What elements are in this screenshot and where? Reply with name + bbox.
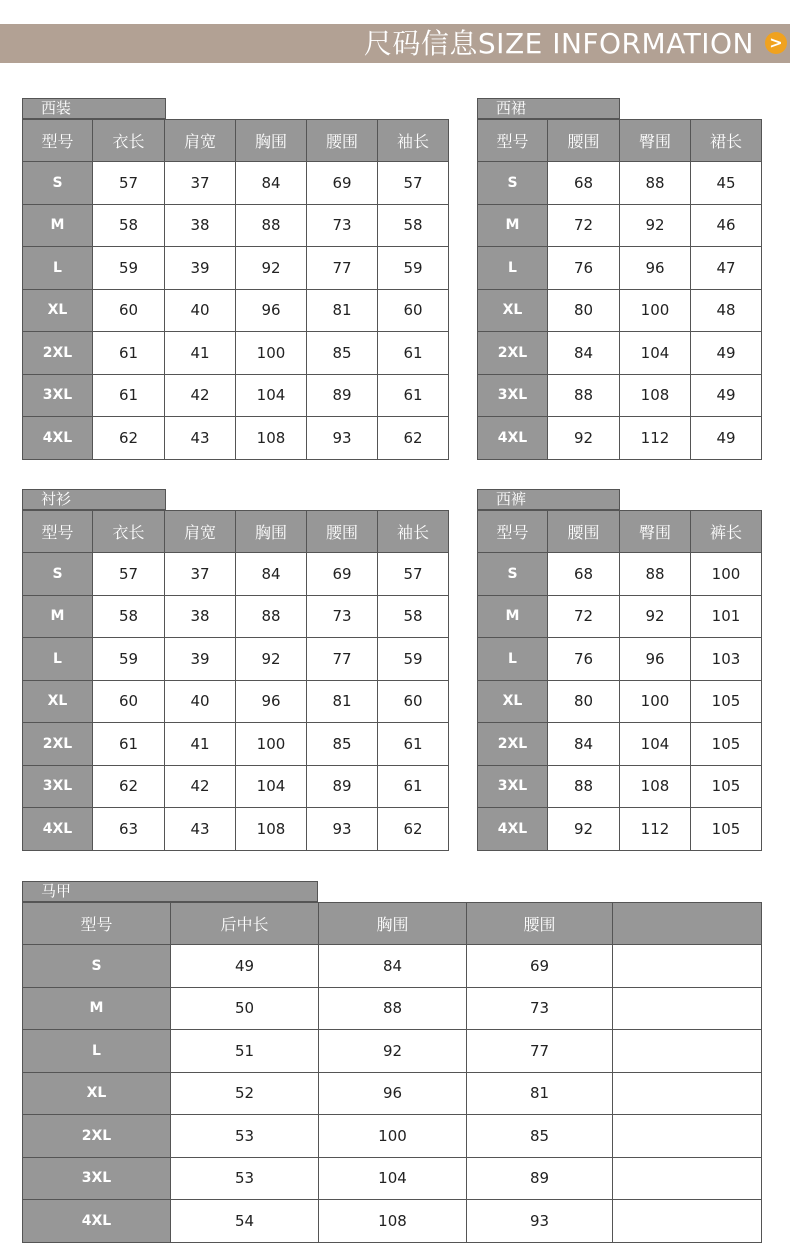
size-cell: S	[478, 162, 548, 205]
value-cell: 38	[165, 595, 236, 638]
column-header: 肩宽	[165, 120, 236, 162]
value-cell: 96	[236, 289, 307, 332]
table-row	[23, 332, 449, 375]
value-cell	[613, 1115, 762, 1158]
value-cell: 54	[171, 1200, 319, 1243]
suit-size-table	[22, 119, 449, 460]
value-cell: 100	[236, 332, 307, 375]
value-cell: 96	[319, 1072, 467, 1115]
value-cell: 61	[378, 723, 449, 766]
value-cell: 85	[307, 332, 378, 375]
size-cell: 3XL	[23, 765, 93, 808]
value-cell: 92	[548, 417, 620, 460]
column-header: 袖长	[378, 120, 449, 162]
value-cell	[613, 945, 762, 988]
table-row	[23, 680, 449, 723]
value-cell: 88	[236, 204, 307, 247]
size-cell: S	[23, 162, 93, 205]
table-row	[23, 417, 449, 460]
size-cell: L	[23, 1030, 171, 1073]
value-cell: 92	[319, 1030, 467, 1073]
size-cell: 4XL	[478, 808, 548, 851]
value-cell: 60	[378, 680, 449, 723]
value-cell: 69	[467, 945, 613, 988]
suit-label: 西装	[22, 98, 166, 119]
table-row	[23, 1115, 762, 1158]
value-cell: 39	[165, 247, 236, 290]
value-cell: 53	[171, 1115, 319, 1158]
value-cell: 73	[307, 595, 378, 638]
table-row	[478, 204, 762, 247]
value-cell: 49	[691, 374, 762, 417]
value-cell: 96	[620, 638, 691, 681]
value-cell: 61	[93, 723, 165, 766]
table-row	[478, 417, 762, 460]
table-row	[478, 162, 762, 205]
value-cell: 96	[236, 680, 307, 723]
value-cell: 43	[165, 808, 236, 851]
column-header: 肩宽	[165, 511, 236, 553]
value-cell: 77	[307, 247, 378, 290]
header-row	[23, 511, 449, 553]
value-cell: 100	[620, 680, 691, 723]
value-cell: 93	[307, 417, 378, 460]
size-cell: 4XL	[23, 417, 93, 460]
shirt-label: 衬衫	[22, 489, 166, 510]
size-cell: XL	[23, 289, 93, 332]
value-cell: 45	[691, 162, 762, 205]
header-row	[23, 120, 449, 162]
value-cell: 85	[467, 1115, 613, 1158]
value-cell: 88	[236, 595, 307, 638]
value-cell: 38	[165, 204, 236, 247]
value-cell: 57	[378, 162, 449, 205]
table-row	[23, 1030, 762, 1073]
value-cell: 93	[467, 1200, 613, 1243]
value-cell: 73	[467, 987, 613, 1030]
value-cell: 84	[236, 553, 307, 596]
value-cell: 49	[691, 332, 762, 375]
value-cell: 88	[620, 553, 691, 596]
table-row	[23, 553, 449, 596]
pants-size-table	[477, 510, 762, 851]
size-cell: 2XL	[23, 723, 93, 766]
value-cell: 101	[691, 595, 762, 638]
value-cell: 88	[319, 987, 467, 1030]
size-cell: M	[23, 595, 93, 638]
value-cell: 100	[236, 723, 307, 766]
value-cell: 80	[548, 289, 620, 332]
value-cell: 100	[319, 1115, 467, 1158]
header-banner	[0, 24, 790, 63]
value-cell: 63	[93, 808, 165, 851]
value-cell: 108	[319, 1200, 467, 1243]
value-cell: 84	[548, 723, 620, 766]
value-cell: 46	[691, 204, 762, 247]
table-row	[478, 289, 762, 332]
value-cell: 40	[165, 289, 236, 332]
value-cell: 69	[307, 162, 378, 205]
value-cell: 104	[236, 765, 307, 808]
column-header: 衣长	[93, 511, 165, 553]
size-cell: 2XL	[478, 332, 548, 375]
table-row	[23, 1072, 762, 1115]
value-cell: 52	[171, 1072, 319, 1115]
value-cell: 81	[307, 289, 378, 332]
value-cell: 60	[93, 289, 165, 332]
pants-label: 西裤	[477, 489, 620, 510]
size-cell: XL	[23, 1072, 171, 1115]
table-row	[23, 987, 762, 1030]
value-cell: 41	[165, 332, 236, 375]
banner-title: 尺码信息SIZE INFORMATION	[363, 27, 754, 60]
size-cell: XL	[478, 289, 548, 332]
value-cell: 105	[691, 765, 762, 808]
size-cell: L	[23, 247, 93, 290]
column-header: 型号	[478, 511, 548, 553]
value-cell: 59	[93, 247, 165, 290]
value-cell: 42	[165, 765, 236, 808]
value-cell: 105	[691, 680, 762, 723]
value-cell: 92	[236, 247, 307, 290]
table-row	[478, 374, 762, 417]
value-cell: 88	[548, 765, 620, 808]
value-cell: 57	[93, 162, 165, 205]
column-header: 腰围	[548, 120, 620, 162]
vest-size-table	[22, 902, 762, 1243]
value-cell: 100	[691, 553, 762, 596]
value-cell: 84	[548, 332, 620, 375]
value-cell: 85	[307, 723, 378, 766]
value-cell: 105	[691, 808, 762, 851]
size-cell: L	[478, 247, 548, 290]
value-cell: 89	[307, 374, 378, 417]
value-cell	[613, 1072, 762, 1115]
value-cell: 104	[236, 374, 307, 417]
value-cell: 40	[165, 680, 236, 723]
table-row	[23, 247, 449, 290]
size-cell: S	[23, 945, 171, 988]
size-cell: XL	[23, 680, 93, 723]
value-cell: 59	[93, 638, 165, 681]
value-cell: 84	[236, 162, 307, 205]
size-cell: 2XL	[23, 332, 93, 375]
size-cell: 3XL	[478, 374, 548, 417]
skirt-label: 西裙	[477, 98, 620, 119]
value-cell: 100	[620, 289, 691, 332]
value-cell: 108	[236, 417, 307, 460]
value-cell: 48	[691, 289, 762, 332]
value-cell: 61	[378, 374, 449, 417]
size-cell: L	[478, 638, 548, 681]
size-cell: 4XL	[23, 1200, 171, 1243]
column-header: 臀围	[620, 120, 691, 162]
shirt-size-table	[22, 510, 449, 851]
table-row	[23, 595, 449, 638]
value-cell: 49	[171, 945, 319, 988]
value-cell: 47	[691, 247, 762, 290]
value-cell: 81	[467, 1072, 613, 1115]
value-cell: 39	[165, 638, 236, 681]
header-row	[478, 120, 762, 162]
table-row	[23, 1200, 762, 1243]
table-row	[23, 638, 449, 681]
value-cell: 59	[378, 247, 449, 290]
value-cell: 72	[548, 204, 620, 247]
size-cell: XL	[478, 680, 548, 723]
value-cell: 105	[691, 723, 762, 766]
value-cell: 61	[93, 374, 165, 417]
column-header: 胸围	[319, 903, 467, 945]
column-header: 腰围	[307, 120, 378, 162]
value-cell: 104	[620, 723, 691, 766]
size-cell: M	[23, 987, 171, 1030]
value-cell: 112	[620, 417, 691, 460]
column-header: 型号	[478, 120, 548, 162]
value-cell: 80	[548, 680, 620, 723]
table-row	[478, 765, 762, 808]
value-cell: 108	[236, 808, 307, 851]
value-cell: 61	[93, 332, 165, 375]
value-cell: 69	[307, 553, 378, 596]
value-cell: 37	[165, 162, 236, 205]
table-row	[23, 204, 449, 247]
header-row	[23, 903, 762, 945]
column-header: 衣长	[93, 120, 165, 162]
value-cell: 92	[620, 595, 691, 638]
value-cell: 58	[93, 595, 165, 638]
value-cell: 88	[548, 374, 620, 417]
value-cell: 57	[378, 553, 449, 596]
value-cell: 93	[307, 808, 378, 851]
value-cell: 53	[171, 1157, 319, 1200]
value-cell: 72	[548, 595, 620, 638]
header-row	[478, 511, 762, 553]
table-row	[478, 332, 762, 375]
table-row	[478, 595, 762, 638]
value-cell: 58	[378, 595, 449, 638]
value-cell: 58	[93, 204, 165, 247]
size-cell: M	[23, 204, 93, 247]
size-cell: M	[478, 204, 548, 247]
chevron-right-icon[interactable]: >	[765, 32, 787, 54]
column-header: 裤长	[691, 511, 762, 553]
table-row	[478, 680, 762, 723]
value-cell: 108	[620, 374, 691, 417]
value-cell: 62	[378, 808, 449, 851]
value-cell: 58	[378, 204, 449, 247]
table-row	[478, 723, 762, 766]
table-row	[478, 247, 762, 290]
value-cell: 62	[93, 417, 165, 460]
table-row	[23, 374, 449, 417]
size-cell: 4XL	[23, 808, 93, 851]
column-header: 腰围	[548, 511, 620, 553]
column-header: 型号	[23, 120, 93, 162]
value-cell: 108	[620, 765, 691, 808]
size-cell: S	[478, 553, 548, 596]
value-cell: 61	[378, 332, 449, 375]
value-cell: 104	[319, 1157, 467, 1200]
value-cell: 77	[307, 638, 378, 681]
table-row	[478, 553, 762, 596]
value-cell: 49	[691, 417, 762, 460]
value-cell: 81	[307, 680, 378, 723]
value-cell: 60	[378, 289, 449, 332]
value-cell: 51	[171, 1030, 319, 1073]
value-cell	[613, 1030, 762, 1073]
size-cell: 3XL	[23, 374, 93, 417]
value-cell: 112	[620, 808, 691, 851]
value-cell	[613, 1157, 762, 1200]
column-header: 腰围	[307, 511, 378, 553]
value-cell: 76	[548, 247, 620, 290]
value-cell: 104	[620, 332, 691, 375]
value-cell: 89	[307, 765, 378, 808]
value-cell: 68	[548, 162, 620, 205]
value-cell	[613, 987, 762, 1030]
size-cell: S	[23, 553, 93, 596]
value-cell: 60	[93, 680, 165, 723]
column-header: 胸围	[236, 511, 307, 553]
value-cell: 62	[378, 417, 449, 460]
table-row	[23, 765, 449, 808]
table-row	[23, 723, 449, 766]
value-cell: 62	[93, 765, 165, 808]
column-header: 型号	[23, 903, 171, 945]
value-cell: 42	[165, 374, 236, 417]
table-row	[23, 808, 449, 851]
size-cell: 3XL	[478, 765, 548, 808]
value-cell: 68	[548, 553, 620, 596]
value-cell: 88	[620, 162, 691, 205]
column-header: 后中长	[171, 903, 319, 945]
table-row	[478, 808, 762, 851]
table-row	[478, 638, 762, 681]
value-cell: 50	[171, 987, 319, 1030]
vest-label: 马甲	[22, 881, 318, 902]
value-cell: 92	[236, 638, 307, 681]
size-cell: L	[23, 638, 93, 681]
value-cell: 76	[548, 638, 620, 681]
value-cell: 92	[620, 204, 691, 247]
table-row	[23, 162, 449, 205]
value-cell: 59	[378, 638, 449, 681]
table-row	[23, 289, 449, 332]
size-cell: M	[478, 595, 548, 638]
size-cell: 4XL	[478, 417, 548, 460]
value-cell: 41	[165, 723, 236, 766]
skirt-size-table	[477, 119, 762, 460]
value-cell: 96	[620, 247, 691, 290]
value-cell: 43	[165, 417, 236, 460]
value-cell: 73	[307, 204, 378, 247]
value-cell: 103	[691, 638, 762, 681]
column-header: 胸围	[236, 120, 307, 162]
table-row	[23, 945, 762, 988]
value-cell: 92	[548, 808, 620, 851]
table-row	[23, 1157, 762, 1200]
column-header: 腰围	[467, 903, 613, 945]
value-cell: 37	[165, 553, 236, 596]
column-header: 臀围	[620, 511, 691, 553]
column-header: 型号	[23, 511, 93, 553]
size-cell: 3XL	[23, 1157, 171, 1200]
value-cell	[613, 1200, 762, 1243]
value-cell: 84	[319, 945, 467, 988]
column-header: 袖长	[378, 511, 449, 553]
column-header	[613, 903, 762, 945]
size-cell: 2XL	[23, 1115, 171, 1158]
value-cell: 61	[378, 765, 449, 808]
value-cell: 89	[467, 1157, 613, 1200]
value-cell: 57	[93, 553, 165, 596]
size-cell: 2XL	[478, 723, 548, 766]
column-header: 裙长	[691, 120, 762, 162]
value-cell: 77	[467, 1030, 613, 1073]
